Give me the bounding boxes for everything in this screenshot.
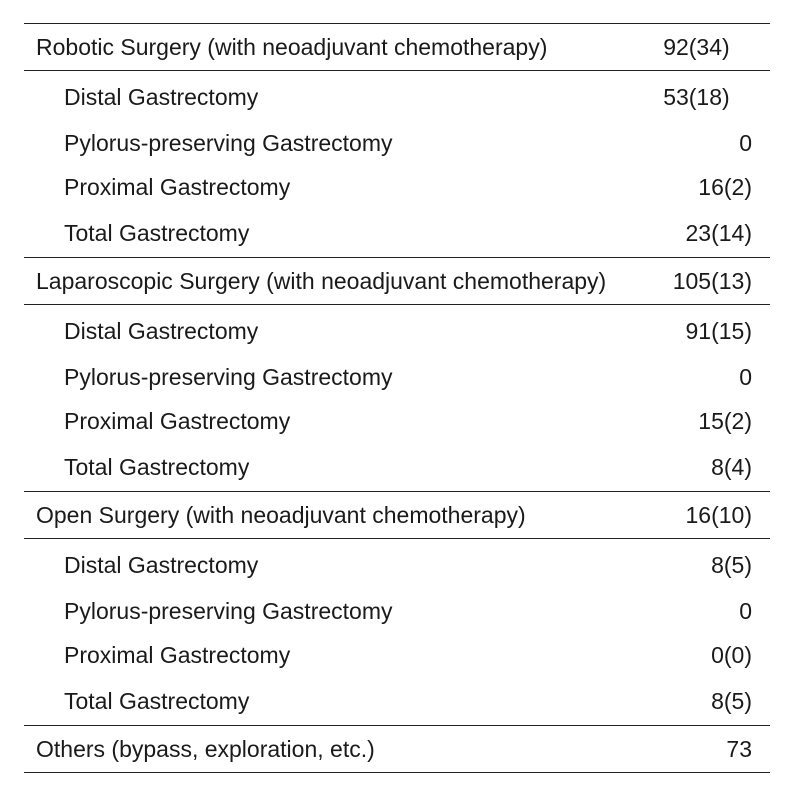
row-label: Proximal Gastrectomy: [64, 407, 291, 434]
group-label: Robotic Surgery (with neoadjuvant chemotherapy): [24, 24, 663, 71]
row-value: 15(2): [698, 407, 752, 434]
table-row: [24, 121, 770, 165]
row-label: Total Gastrectomy: [64, 687, 250, 714]
row-value: 0: [739, 129, 752, 156]
group-label: Others (bypass, exploration, etc.): [24, 726, 663, 773]
group-label: Laparoscopic Surgery (with neoadjuvant chemotherapy): [24, 258, 663, 305]
table-row: [24, 71, 770, 122]
row-label: Proximal Gastrectomy: [64, 641, 291, 668]
group-row-others: [24, 726, 770, 773]
row-label: Pylorus-preserving Gastrectomy: [64, 363, 393, 390]
surgery-table: [24, 23, 770, 773]
group-row-robotic: [24, 24, 770, 71]
row-label: Distal Gastrectomy: [64, 317, 259, 344]
group-value: 73: [663, 726, 770, 773]
table-row: [24, 399, 770, 443]
row-label: Distal Gastrectomy: [64, 83, 259, 110]
row-label: Total Gastrectomy: [64, 219, 250, 246]
group-value: 92(34): [663, 24, 770, 71]
row-label: Proximal Gastrectomy: [64, 173, 291, 200]
row-value: 91(15): [685, 317, 752, 344]
group-value: 105(13): [663, 258, 770, 305]
group-value: 16(10): [663, 492, 770, 539]
row-label: Pylorus-preserving Gastrectomy: [64, 129, 393, 156]
group-row-laparoscopic: [24, 258, 770, 305]
row-value: 8(4): [711, 453, 752, 480]
table-row: [24, 589, 770, 633]
table-row: [24, 443, 770, 492]
row-label: Pylorus-preserving Gastrectomy: [64, 597, 393, 624]
surgery-table-container: [24, 23, 770, 773]
row-value: 0: [739, 363, 752, 390]
row-value: 8(5): [711, 551, 752, 578]
row-label: Total Gastrectomy: [64, 453, 250, 480]
row-value: 0: [739, 597, 752, 624]
table-row: [24, 633, 770, 677]
row-value: 53(18): [663, 83, 730, 110]
row-value: 23(14): [685, 219, 752, 246]
table-row: [24, 539, 770, 590]
row-label: Distal Gastrectomy: [64, 551, 259, 578]
table-row: [24, 677, 770, 726]
group-label: Open Surgery (with neoadjuvant chemotherapy): [24, 492, 663, 539]
table-row: [24, 355, 770, 399]
row-value: 0(0): [711, 641, 752, 668]
row-value: 16(2): [698, 173, 752, 200]
row-value: 8(5): [711, 687, 752, 714]
table-row: [24, 165, 770, 209]
table-row: [24, 305, 770, 356]
group-row-open: [24, 492, 770, 539]
table-row: [24, 209, 770, 258]
